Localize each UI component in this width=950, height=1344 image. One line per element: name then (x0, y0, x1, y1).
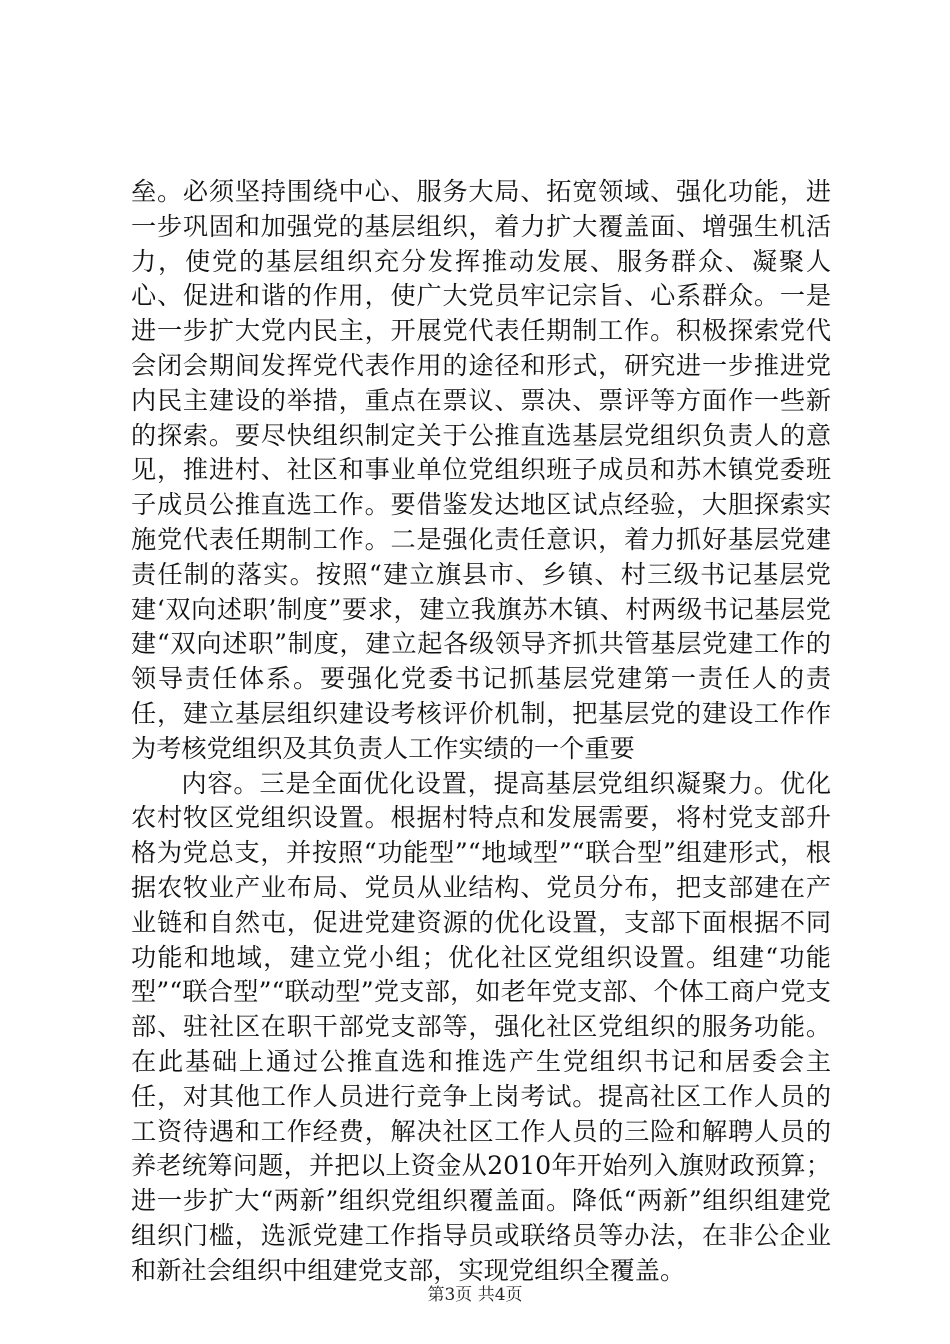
paragraph-2: 内容。三是全面优化设置，提高基层党组织凝聚力。优化农村牧区党组织设置。根据村特点和发展需要，将村党支部升格为党总支，并按照“功能型”“地域型”“联合型”组建形式，根据农牧业产业布局、党员从业结构、党员分布，把支部建在产业链和自然屯，促进党建资源的优化设置，支部下面根据不同功能和地域，建立党小组；优化社区党组织设置。组建“功能型”“联合型”“联动型”党支部，如老年党支部、个体工商户党支部、驻社区在职干部党支部等，强化社区党组织的服务功能。在此基础上通过公推直选和推选产生党组织书记和居委会主任，对其他工作人员进行竞争上岗考试。提高社区工作人员的工资待遇和工作经费，解决社区工作人员的三险和解聘人员的养老统筹问题，并把以上资金从2010年开始列入旗财政预算；进一步扩大“两新”组织党组织覆盖面。降低“两新”组织组建党组织门槛，选派党建工作指导员或联络员等办法，在非公企业和新社会组织中组建党支部，实现党组织全覆盖。 (131, 768, 831, 1285)
document-body (131, 175, 831, 1289)
page-footer: 第3页 共4页 (427, 1285, 523, 1305)
paragraph-1: 垒。必须坚持围绕中心、服务大局、拓宽领域、强化功能，进一步巩固和加强党的基层组织，着力扩大覆盖面、增强生机活力，使党的基层组织充分发挥推动发展、服务群众、凝聚人心、促进和谐的作用，使广大党员牢记宗旨、心系群众。一是进一步扩大党内民主，开展党代表任期制工作。积极探索党代会闭会期间发挥党代表作用的途径和形式，研究进一步推进党内民主建设的举措，重点在票议、票决、票评等方面作一些新的探索。要尽快组织制定关于公推直选基层党组织负责人的意见，推进村、社区和事业单位党组织班子成员和苏木镇党委班子成员公推直选工作。要借鉴发达地区试点经验，大胆探索实施党代表任期制工作。二是强化责任意识，着力抓好基层党建责任制的落实。按照“建立旗县市、乡镇、村三级书记基层党建‘双向述职’制度”要求，建立我旗苏木镇、村两级书记基层党建“双向述职”制度，建立起各级领导齐抓共管基层党建工作的领导责任体系。要强化党委书记抓基层党建第一责任人的责任，建立基层组织建设考核评价机制，把基层党的建设工作作为考核党组织及其负责人工作实绩的一个重要 (131, 177, 831, 763)
